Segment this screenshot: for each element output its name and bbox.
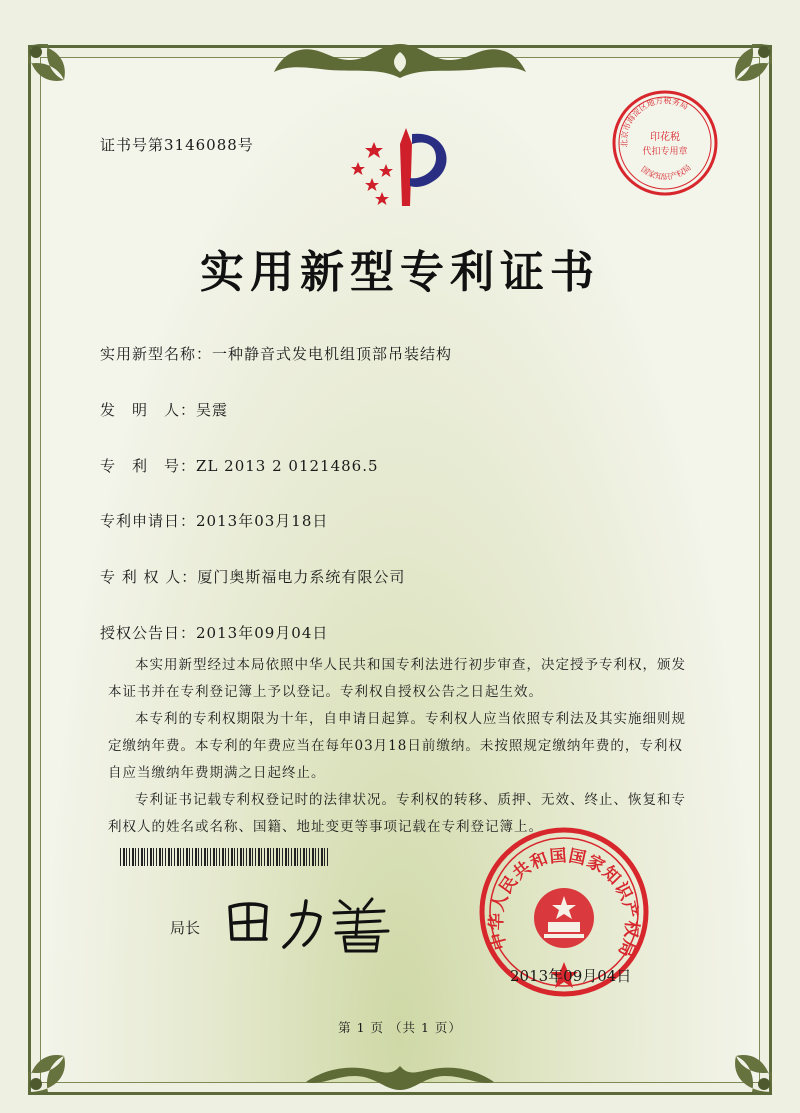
tax-seal-ring-text: 北京市海淀区地方税务局 (619, 96, 690, 148)
field-value: 2013年03月18日 (196, 512, 329, 530)
field-label: 专 利 号： (100, 457, 197, 475)
field-inventor (100, 399, 228, 420)
patent-office-logo (338, 120, 458, 220)
seal-ring-text: 中华人民共和国国家知识产权局 (486, 845, 642, 961)
top-ornament (270, 38, 530, 84)
field-announcement-date (100, 622, 328, 643)
tax-seal-line2: 代扣专用章 (642, 147, 688, 157)
corner-ornament-top-right (716, 30, 786, 100)
field-patentee (100, 566, 405, 587)
field-value: 吴震 (196, 401, 229, 419)
body-paragraph: 专利证书记载专利权登记时的法律状况。专利权的转移、质押、无效、终止、恢复和专利权人的姓名或名称、国籍、地址变更等事项记载在专利登记簿上。 (108, 792, 686, 835)
issue-date: 2013年09月04日 (510, 967, 632, 985)
bottom-ornament (300, 1060, 500, 1096)
director-title: 局长 (170, 919, 201, 937)
corner-ornament-bottom-left (14, 1036, 84, 1106)
tax-seal-bottom-text: 国家知识产权局 (639, 163, 693, 182)
tax-seal-line1: 印花税 (650, 132, 680, 143)
field-label: 授权公告日： (100, 624, 197, 642)
field-value: 2013年09月04日 (196, 624, 329, 642)
field-value: 厦门奥斯福电力系统有限公司 (197, 568, 406, 586)
field-label: 专 利 权 人： (100, 568, 198, 586)
corner-ornament-bottom-right (716, 1036, 786, 1106)
field-label: 发 明 人： (100, 401, 197, 419)
director-signature (222, 893, 412, 953)
corner-ornament-top-left (14, 30, 84, 100)
certificate-number: 证书号第3146088号 (100, 136, 254, 154)
field-label: 专利申请日： (100, 512, 197, 530)
field-patent-number (100, 455, 379, 476)
certificate-body (108, 652, 693, 841)
body-paragraph: 本专利的专利权期限为十年，自申请日起算。专利权人应当依照专利法及其实施细则规定缴纳年费。本专利的年费应当在每年03月18日前缴纳。未按照规定缴纳年费的，专利权自应当缴纳年费期满之日起终止。 (108, 711, 686, 781)
page-number: 第 1 页 （共 1 页） (338, 1020, 462, 1035)
field-application-date (100, 510, 328, 531)
tax-stamp-seal (610, 88, 720, 198)
barcode (120, 848, 330, 866)
body-paragraph: 本实用新型经过本局依照中华人民共和国专利法进行初步审查，决定授予专利权，颁发本证书并在专利登记簿上予以登记。专利权自授权公告之日起生效。 (108, 657, 686, 700)
field-value: ZL 2013 2 0121486.5 (196, 457, 379, 475)
field-utility-model-name (100, 343, 452, 364)
field-value: 一种静音式发电机组顶部吊装结构 (212, 345, 453, 363)
field-label: 实用新型名称： (100, 345, 213, 363)
certificate-title: 实用新型专利证书 (200, 247, 600, 298)
